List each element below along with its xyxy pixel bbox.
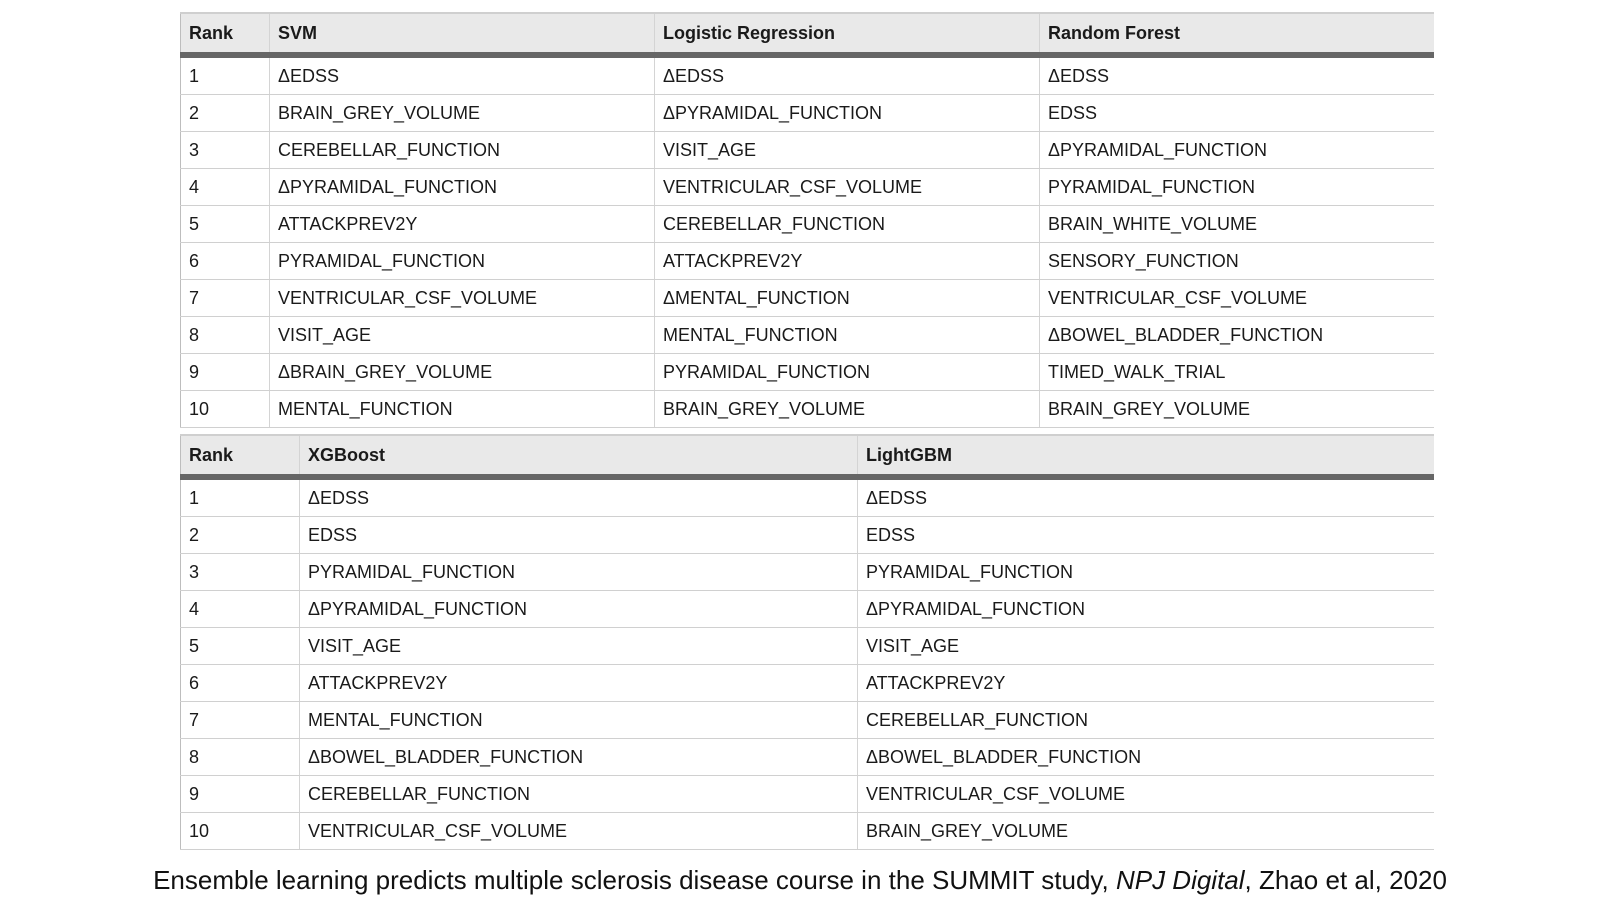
feature-cell: VISIT_AGE [858, 628, 1434, 665]
table-row [181, 517, 1434, 554]
rank-cell: 7 [181, 280, 270, 317]
feature-cell: VENTRICULAR_CSF_VOLUME [858, 776, 1434, 813]
feature-cell: PYRAMIDAL_FUNCTION [858, 554, 1434, 591]
feature-cell: MENTAL_FUNCTION [655, 317, 1040, 354]
feature-cell: VISIT_AGE [300, 628, 858, 665]
feature-cell: ΔBOWEL_BLADDER_FUNCTION [858, 739, 1434, 776]
feature-cell: VENTRICULAR_CSF_VOLUME [300, 813, 858, 850]
caption-text: Ensemble learning predicts multiple sclerosis disease course in the SUMMIT study, [153, 865, 1116, 895]
feature-cell: ΔMENTAL_FUNCTION [655, 280, 1040, 317]
feature-cell: VISIT_AGE [270, 317, 655, 354]
model-feature-ranking-table-top [180, 12, 1434, 428]
feature-cell: EDSS [1040, 95, 1434, 132]
rank-cell: 9 [181, 354, 270, 391]
rank-cell: 10 [181, 391, 270, 428]
feature-cell: MENTAL_FUNCTION [270, 391, 655, 428]
feature-cell: ΔPYRAMIDAL_FUNCTION [1040, 132, 1434, 169]
feature-cell: PYRAMIDAL_FUNCTION [270, 243, 655, 280]
feature-cell: PYRAMIDAL_FUNCTION [655, 354, 1040, 391]
feature-cell: CEREBELLAR_FUNCTION [300, 776, 858, 813]
rank-cell: 4 [181, 169, 270, 206]
feature-cell: PYRAMIDAL_FUNCTION [1040, 169, 1434, 206]
feature-cell: BRAIN_WHITE_VOLUME [1040, 206, 1434, 243]
feature-cell: EDSS [300, 517, 858, 554]
feature-cell: BRAIN_GREY_VOLUME [1040, 391, 1434, 428]
feature-cell: ΔEDSS [1040, 55, 1434, 95]
rank-cell: 2 [181, 95, 270, 132]
table-row [181, 391, 1434, 428]
rank-cell: 5 [181, 628, 300, 665]
feature-cell: ΔEDSS [858, 477, 1434, 517]
header-logistic-regression: Logistic Regression [655, 13, 1040, 55]
rank-cell: 2 [181, 517, 300, 554]
feature-cell: VISIT_AGE [655, 132, 1040, 169]
feature-cell: CEREBELLAR_FUNCTION [270, 132, 655, 169]
table-row [181, 813, 1434, 850]
header-svm: SVM [270, 13, 655, 55]
table-row [181, 95, 1434, 132]
feature-cell: PYRAMIDAL_FUNCTION [300, 554, 858, 591]
feature-cell: ATTACKPREV2Y [270, 206, 655, 243]
feature-cell: VENTRICULAR_CSF_VOLUME [655, 169, 1040, 206]
table-row [181, 243, 1434, 280]
table-row [181, 776, 1434, 813]
rank-cell: 10 [181, 813, 300, 850]
feature-cell: EDSS [858, 517, 1434, 554]
table-header-row [181, 13, 1434, 55]
table-row [181, 169, 1434, 206]
rank-cell: 9 [181, 776, 300, 813]
feature-cell: ΔEDSS [270, 55, 655, 95]
header-rank: Rank [181, 435, 300, 477]
header-random-forest: Random Forest [1040, 13, 1434, 55]
feature-cell: TIMED_WALK_TRIAL [1040, 354, 1434, 391]
feature-cell: MENTAL_FUNCTION [300, 702, 858, 739]
table-row [181, 554, 1434, 591]
feature-cell: ΔBRAIN_GREY_VOLUME [270, 354, 655, 391]
feature-cell: CEREBELLAR_FUNCTION [655, 206, 1040, 243]
table-row [181, 132, 1434, 169]
feature-cell: BRAIN_GREY_VOLUME [655, 391, 1040, 428]
table-row [181, 280, 1434, 317]
table-row [181, 317, 1434, 354]
header-lightgbm: LightGBM [858, 435, 1434, 477]
table-row [181, 702, 1434, 739]
model-feature-ranking-table-bottom [180, 434, 1434, 850]
feature-cell: VENTRICULAR_CSF_VOLUME [270, 280, 655, 317]
caption-journal: NPJ Digital [1115, 865, 1245, 895]
feature-cell: BRAIN_GREY_VOLUME [858, 813, 1434, 850]
feature-cell: ATTACKPREV2Y [655, 243, 1040, 280]
feature-cell: SENSORY_FUNCTION [1040, 243, 1434, 280]
rank-cell: 6 [181, 665, 300, 702]
feature-cell: CEREBELLAR_FUNCTION [858, 702, 1434, 739]
table-header-row [181, 435, 1434, 477]
rank-cell: 1 [181, 55, 270, 95]
feature-cell: ΔBOWEL_BLADDER_FUNCTION [300, 739, 858, 776]
feature-cell: ATTACKPREV2Y [858, 665, 1434, 702]
feature-cell: ΔBOWEL_BLADDER_FUNCTION [1040, 317, 1434, 354]
feature-cell: VENTRICULAR_CSF_VOLUME [1040, 280, 1434, 317]
rank-cell: 3 [181, 554, 300, 591]
table-row [181, 55, 1434, 95]
feature-cell: BRAIN_GREY_VOLUME [270, 95, 655, 132]
rank-cell: 8 [181, 317, 270, 354]
rank-cell: 3 [181, 132, 270, 169]
table-row [181, 591, 1434, 628]
feature-cell: ΔPYRAMIDAL_FUNCTION [300, 591, 858, 628]
feature-cell: ΔEDSS [655, 55, 1040, 95]
rank-cell: 8 [181, 739, 300, 776]
rank-cell: 1 [181, 477, 300, 517]
citation-caption [0, 865, 1600, 896]
table-row [181, 665, 1434, 702]
feature-cell: ΔPYRAMIDAL_FUNCTION [858, 591, 1434, 628]
header-rank: Rank [181, 13, 270, 55]
feature-cell: ATTACKPREV2Y [300, 665, 858, 702]
feature-cell: ΔPYRAMIDAL_FUNCTION [655, 95, 1040, 132]
table-row [181, 628, 1434, 665]
table-row [181, 354, 1434, 391]
rank-cell: 7 [181, 702, 300, 739]
table-row [181, 739, 1434, 776]
rank-cell: 6 [181, 243, 270, 280]
rank-cell: 5 [181, 206, 270, 243]
table-row [181, 206, 1434, 243]
table-row [181, 477, 1434, 517]
caption-author-year: , Zhao et al, 2020 [1244, 865, 1447, 895]
feature-cell: ΔEDSS [300, 477, 858, 517]
feature-cell: ΔPYRAMIDAL_FUNCTION [270, 169, 655, 206]
header-xgboost: XGBoost [300, 435, 858, 477]
rank-cell: 4 [181, 591, 300, 628]
